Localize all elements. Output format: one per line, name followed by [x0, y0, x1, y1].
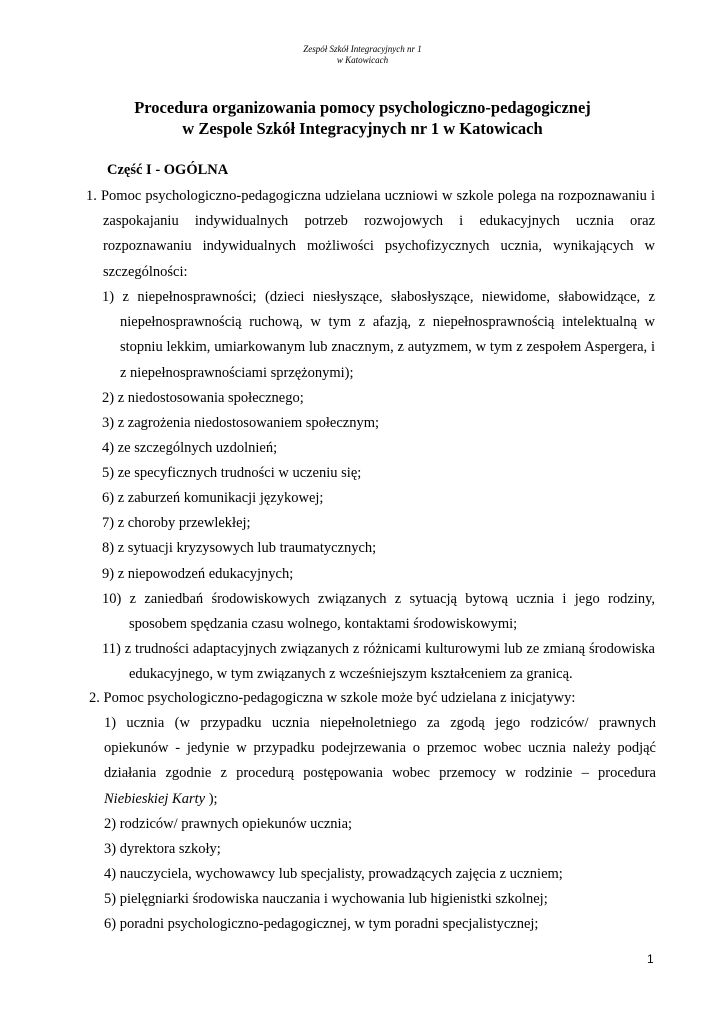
list-item: 5) pielęgniarki środowiska nauczania i wychowania lub higienistki szkolnej;	[104, 891, 548, 907]
document-title	[60, 97, 665, 139]
header-line-city: w Katowicach	[336, 55, 389, 65]
section-heading: Część I - OGÓLNA	[107, 162, 229, 178]
list-item: 11) z trudności adaptacyjnych związanych z różnicami kulturowymi lub ze zmianą środowiska edukacyjnego, w tym związanych z wcześniejszym kształceniem za granicą.	[102, 641, 655, 683]
title-line-1: Procedura organizowania pomocy psychologiczno-pedagogicznej	[134, 98, 591, 117]
list-item: 2) rodziców/ prawnych opiekunów ucznia;	[104, 816, 353, 832]
list-item: 4) nauczyciela, wychowawcy lub specjalisty, prowadzących zajęcia z uczniem;	[104, 866, 563, 882]
list-item: 10) z zaniedbań środowiskowych związanych z sytuacją bytową ucznia i jego rodziny, sposobem spędzania czasu wolnego, kontaktami środowiskowymi;	[102, 591, 655, 633]
list-item: 6) z zaburzeń komunikacji językowej;	[102, 490, 324, 506]
paragraph-1: 1. Pomoc psychologiczno-pedagogiczna udzielana uczniowi w szkole polega na rozpoznawaniu i zaspokajaniu indywidualnych potrzeb rozwojowych i edukacyjnych ucznia oraz rozpoznawaniu indywidualnych możliwości psychofizycznych ucznia, wynikających w szczególności:	[86, 188, 655, 280]
list-item: 7) z choroby przewlekłej;	[102, 515, 251, 531]
page-number: 1	[647, 952, 654, 966]
page-header	[0, 44, 725, 66]
title-line-2: w Zespole Szkół Integracyjnych nr 1 w Katowicach	[182, 119, 543, 138]
list-item-text: 1) ucznia (w przypadku ucznia niepełnoletniego za zgodą jego rodziców/ prawnych opiekunów - jedynie w przypadku podejrzewania o przemoc wobec ucznia należy podjąć działania zgodnie z procedurą postępowania wobec przemocy w rodzinie – procedura	[104, 715, 656, 782]
list-item-text-end: );	[205, 790, 218, 807]
list-item	[104, 711, 656, 812]
list-item: 1) z niepełnosprawności; (dzieci niesłyszące, słabosłyszące, niewidome, słabowidzące, z niepełnosprawnością ruchową, w tym z afazją, z niepełnosprawnością intelektualną w stopniu lekkim, umiarkowanym lub znacznym, z autyzmem, w tym z zespołem Aspergera, i z niepełnosprawnościami sprzężonymi);	[102, 289, 655, 381]
paragraph-2: 2. Pomoc psychologiczno-pedagogiczna w szkole może być udzielana z inicjatywy:	[89, 690, 576, 706]
list-item: 3) z zagrożenia niedostosowaniem społecznym;	[102, 415, 380, 431]
list-item: 4) ze szczególnych uzdolnień;	[102, 440, 278, 456]
header-line-school: Zespół Szkół Integracyjnych nr 1	[303, 44, 422, 54]
list-item: 9) z niepowodzeń edukacyjnych;	[102, 566, 294, 582]
list-item: 3) dyrektora szkoły;	[104, 841, 221, 857]
list-item: 5) ze specyficznych trudności w uczeniu się;	[102, 465, 362, 481]
list-item: 2) z niedostosowania społecznego;	[102, 390, 304, 406]
list-item: 8) z sytuacji kryzysowych lub traumatycznych;	[102, 540, 377, 556]
list-item-italic-text: Niebieskiej Karty	[104, 790, 206, 807]
list-item: 6) poradni psychologiczno-pedagogicznej, w tym poradni specjalistycznej;	[104, 916, 539, 932]
